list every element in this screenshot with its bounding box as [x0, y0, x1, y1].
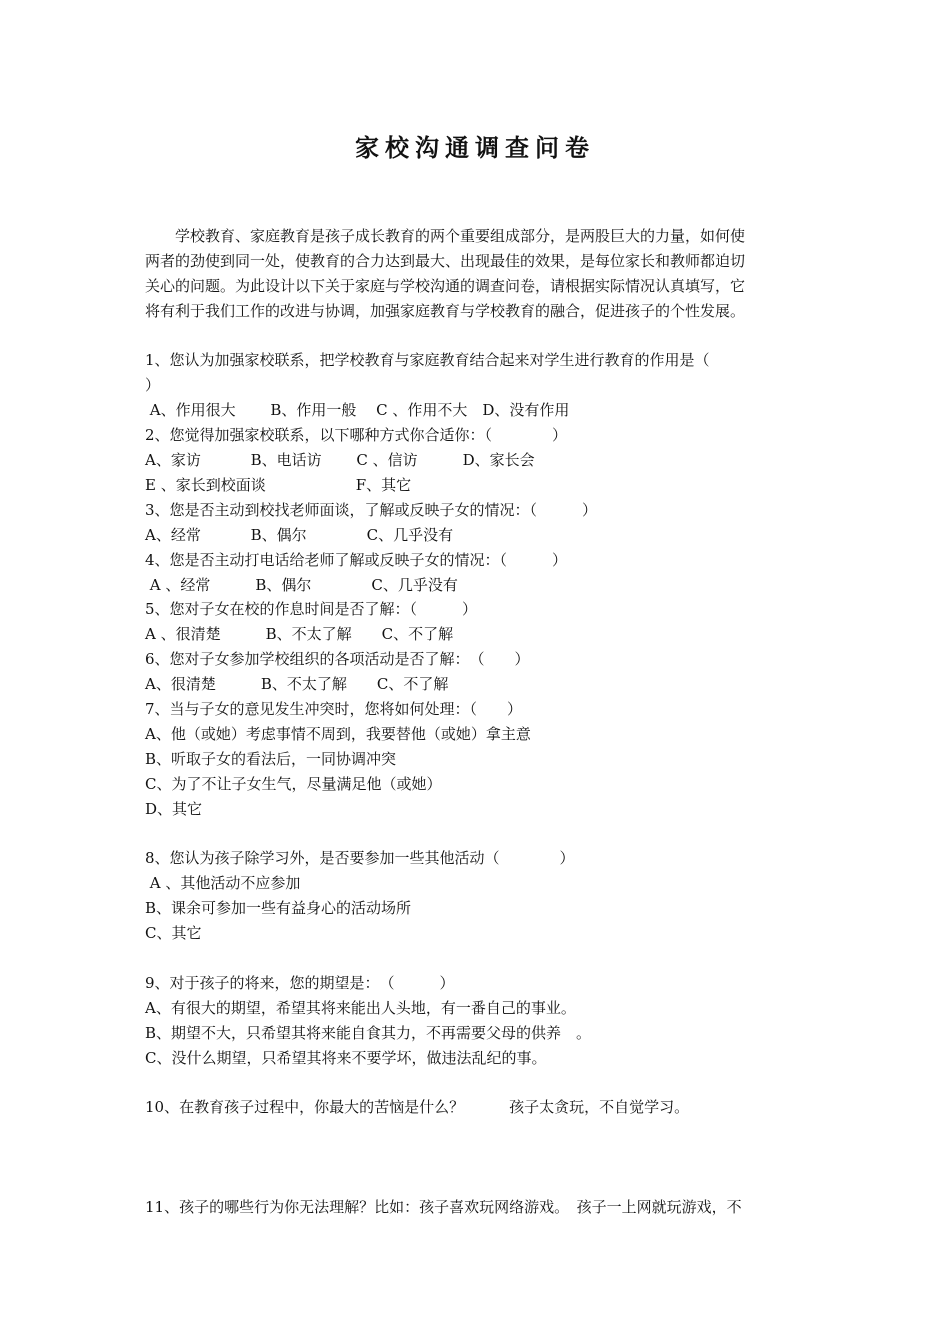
question-9-option: A、有很大的期望，希望其将来能出人头地，有一番自己的事业。 — [145, 999, 576, 1017]
intro-paragraph — [145, 224, 807, 324]
intro-line: 学校教育、家庭教育是孩子成长教育的两个重要组成部分，是两股巨大的力量，如何使 — [145, 227, 746, 245]
question-7-option: D、其它 — [145, 800, 203, 818]
question-1: 1、您认为加强家校联系，把学校教育与家庭教育结合起来对学生进行教育的作用是（ — [145, 351, 710, 369]
question-11: 11、孩子的哪些行为你无法理解？比如：孩子喜欢玩网络游戏。 孩子一上网就玩游戏，不 — [145, 1198, 742, 1216]
intro-line: 关心的问题。为此设计以下关于家庭与学校沟通的调查问卷，请根据实际情况认真填写，它 — [145, 277, 746, 295]
question-2: 2、您觉得加强家校联系，以下哪种方式你合适你：（ ） — [145, 426, 568, 444]
intro-line: 两者的劲使到同一处，使教育的合力达到最大、出现最佳的效果，是每位家长和教师都迫切 — [145, 252, 746, 270]
question-7-option: C、为了不让子女生气，尽量满足他（或她） — [145, 775, 442, 793]
question-3: 3、您是否主动到校找老师面谈，了解或反映子女的情况：（ ） — [145, 501, 598, 519]
question-4-options: A 、经常 B、偶尔 C、几乎没有 — [145, 576, 458, 594]
question-10: 10、在教育孩子过程中，你最大的苦恼是什么？ 孩子太贪玩，不自觉学习。 — [145, 1098, 690, 1116]
question-8: 8、您认为孩子除学习外，是否要参加一些其他活动（ ） — [145, 849, 575, 867]
question-6-options: A、很清楚 B、不太了解 C、不了解 — [145, 675, 449, 693]
question-3-options: A、经常 B、偶尔 C、几乎没有 — [145, 526, 454, 544]
question-8-option: B、课余可参加一些有益身心的活动场所 — [145, 899, 412, 917]
question-7-option: A、他（或她）考虑事情不周到，我要替他（或她）拿主意 — [145, 725, 531, 743]
question-9: 9、对于孩子的将来，您的期望是： （ ） — [145, 974, 455, 992]
question-8-option: C、其它 — [145, 924, 202, 942]
question-9-option: C、没什么期望，只希望其将来不要学坏，做违法乱纪的事。 — [145, 1049, 547, 1067]
question-7: 7、当与子女的意见发生冲突时，您将如何处理：（ ） — [145, 700, 523, 718]
question-1-options: A、作用很大 B、作用一般 C 、作用不大 D、没有作用 — [145, 401, 570, 419]
intro-line: 将有利于我们工作的改进与协调，加强家庭教育与学校教育的融合，促进孩子的个性发展。 — [145, 302, 746, 320]
question-1-continued: ） — [145, 376, 161, 394]
question-4: 4、您是否主动打电话给老师了解或反映子女的情况：（ ） — [145, 551, 568, 569]
question-5-options: A 、很清楚 B、不太了解 C、不了解 — [145, 625, 454, 643]
question-6: 6、您对子女参加学校组织的各项活动是否了解： （ ） — [145, 650, 530, 668]
question-7-option: B、听取子女的看法后，一同协调冲突 — [145, 750, 397, 768]
question-2-options: E 、家长到校面谈 F、其它 — [145, 476, 412, 494]
question-2-options: A、家访 B、电话访 C 、信访 D、家长会 — [145, 451, 535, 469]
question-9-option: B、期望不大，只希望其将来能自食其力，不再需要父母的供养 。 — [145, 1024, 592, 1042]
question-5: 5、您对子女在校的作息时间是否了解：（ ） — [145, 600, 478, 618]
page-title: 家校沟通调查问卷 — [355, 133, 595, 162]
question-8-option: A 、其他活动不应参加 — [145, 874, 301, 892]
